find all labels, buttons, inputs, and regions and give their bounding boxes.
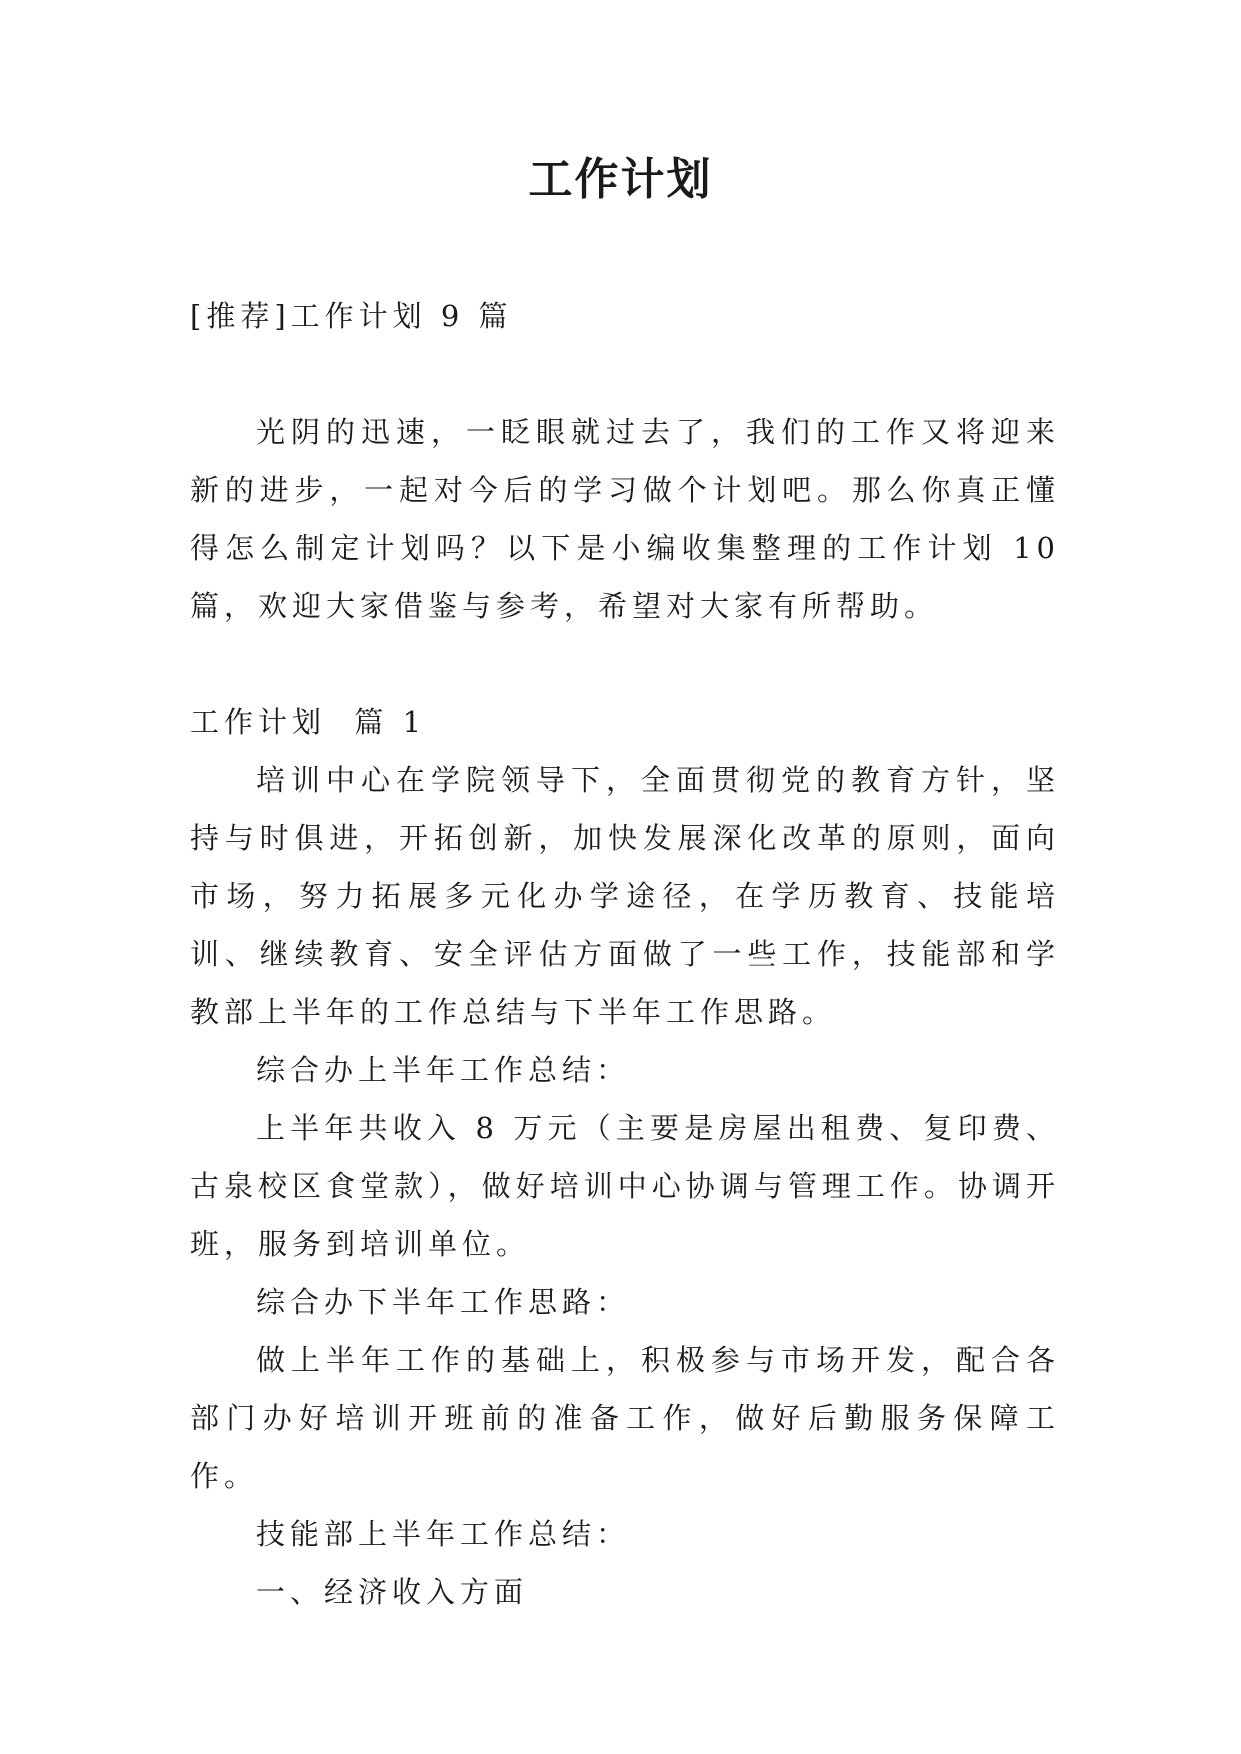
page-title: 工作计划 xyxy=(528,154,713,205)
body-paragraph: 一、经济收入方面 xyxy=(256,1575,529,1609)
intro-paragraph: 光阴的迅速，一眨眼就过去了，我们的工作又将迎来新的进步，一起对今后的学习做个计划吧。那么你真正懂得怎么制定计划吗？以下是小编收集整理的工作计划 10 篇，欢迎大家借鉴与参考，希望对大家有所帮助。 xyxy=(190,415,1060,623)
intro-section xyxy=(190,403,1060,635)
body-section xyxy=(190,751,1060,1621)
body-paragraph: 综合办下半年工作思路： xyxy=(256,1285,631,1319)
document-subtitle: [推荐]工作计划 9 篇 xyxy=(190,299,513,333)
body-paragraph: 上半年共收入 8 万元（主要是房屋出租费、复印费、古泉校区食堂款），做好培训中心协调与管理工作。协调开班，服务到培训单位。 xyxy=(190,1111,1060,1261)
body-paragraph: 技能部上半年工作总结： xyxy=(256,1517,631,1551)
body-paragraph: 培训中心在学院领导下，全面贯彻党的教育方针，坚持与时俱进，开拓创新，加快发展深化改革的原则，面向市场，努力拓展多元化办学途径，在学历教育、技能培训、继续教育、安全评估方面做了一些工作，技能部和学教部上半年的工作总结与下半年工作思路。 xyxy=(190,763,1060,1029)
body-paragraph: 综合办上半年工作总结： xyxy=(256,1053,631,1087)
section-heading: 工作计划 篇 1 xyxy=(190,705,427,739)
body-paragraph: 做上半年工作的基础上，积极参与市场开发，配合各部门办好培训开班前的准备工作，做好后勤服务保障工作。 xyxy=(190,1343,1060,1493)
